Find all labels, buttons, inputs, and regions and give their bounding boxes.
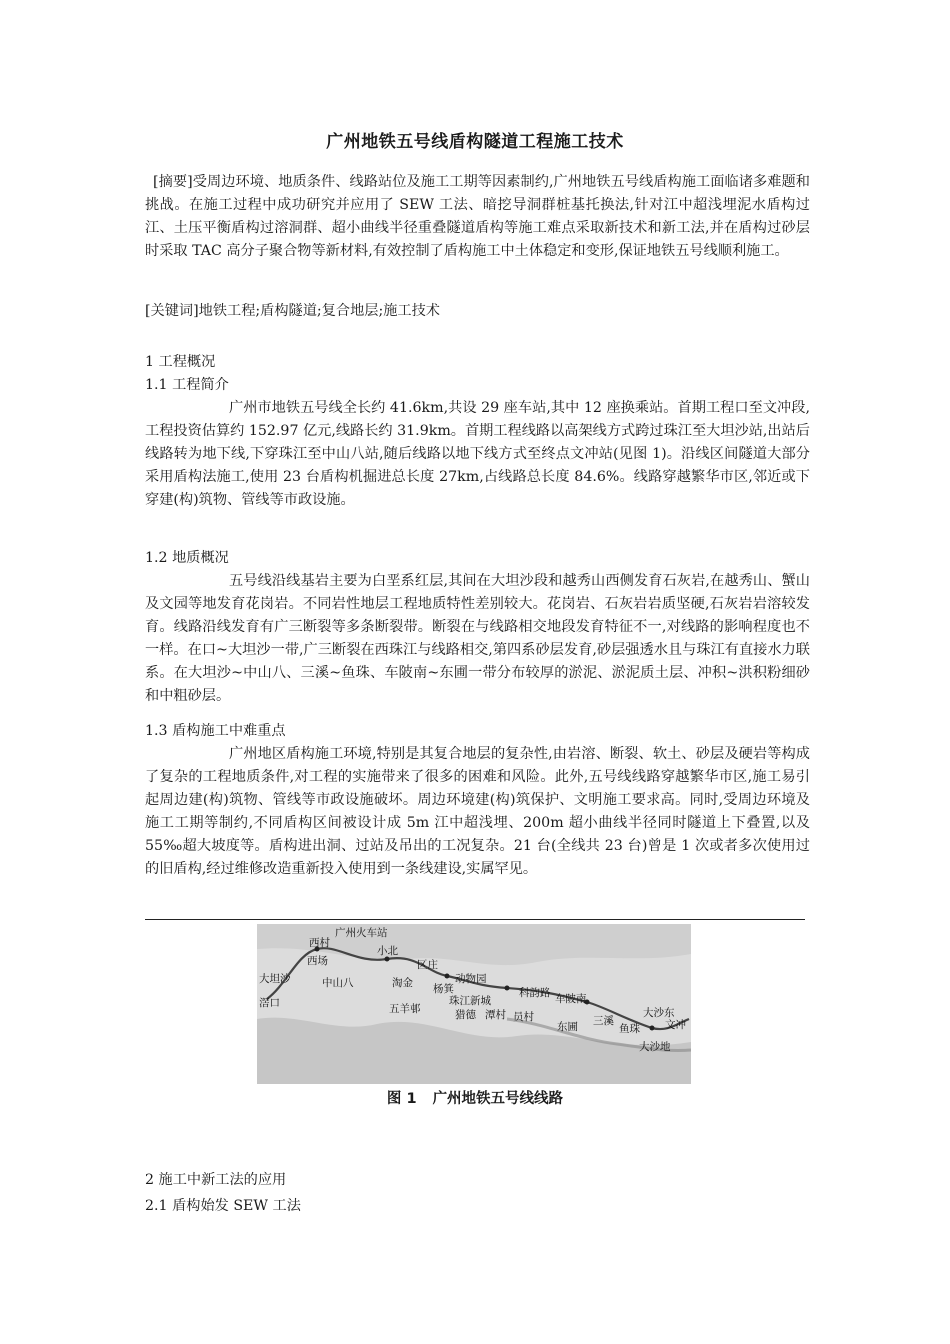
map-label-chebeinan: 车陂南 xyxy=(555,993,587,1005)
map-label-liede: 猎德 xyxy=(455,1009,476,1021)
map-label-taojin: 淘金 xyxy=(392,977,413,989)
section-heading-1-1: 1.1 工程简介 xyxy=(145,377,229,393)
section-heading-2-1: 2.1 盾构始发 SEW 工法 xyxy=(145,1198,301,1214)
map-label-dongzhuang: 区庄 xyxy=(417,959,438,971)
station-dot xyxy=(445,974,450,979)
map-label-tancun: 潭村 xyxy=(485,1009,506,1021)
map-label-zhujiangxincheng: 珠江新城 xyxy=(449,995,491,1007)
map-label-dongpu: 东圃 xyxy=(557,1021,578,1033)
map-label-wenchong: 文冲 xyxy=(665,1019,686,1031)
map-label-xicun: 西村 xyxy=(309,937,330,949)
map-label-xiaobei: 小北 xyxy=(377,945,398,957)
paragraph-1-3: 广州地区盾构施工环境,特别是其复合地层的复杂性,由岩溶、断裂、软土、砂层及硬岩等构成了复杂的工程地质条件,对工程的实施带来了很多的困难和风险。此外,五号线线路穿越繁华市区,施工易引起周边建(构)筑物、管线等市政设施破坏。周边环境建(构)筑保护、文明施工要求高。同时,受周边环境及施工工期等制约,不同盾构区间被设计成 5m 江中超浅埋、200m 超小曲线半径同时隧道上下叠置,以及 55‰超大坡度等。盾构进出洞、过站及吊出的工况复杂。21 台(全线共 23 台)曾是 1 次或者多次使用过的旧盾构,经过维修改造重新投入使用到一条线建设,实属罕见。 xyxy=(145,746,810,877)
figure-caption-text: 广州地铁五号线线路 xyxy=(432,1091,564,1107)
map-label-sanxi: 三溪 xyxy=(593,1015,614,1027)
route-map-figure xyxy=(257,924,691,1084)
map-label-yangji: 杨箕 xyxy=(433,983,454,995)
paragraph-1-1: 广州市地铁五号线全长约 41.6km,共设 29 座车站,其中 12 座换乘站。首期工程口至文冲段,工程投资估算约 152.97 亿元,线路长约 31.9km。首期工程线路以高架线方式跨过珠江至大坦沙站,出站后线路转为地下线,下穿珠江至中山八站,随后线路以地下线方式至终点文冲站(见图 1)。沿线区间隧道大部分采用盾构法施工,使用 23 台盾构机掘进总长度 27km,占线路总长度 84.6%。线路穿越繁华市区,邻近或下穿建(构)筑物、管线等市政设施。 xyxy=(145,400,810,508)
document-title: 广州地铁五号线盾构隧道工程施工技术 xyxy=(326,132,624,152)
section-heading-1-3: 1.3 盾构施工中难重点 xyxy=(145,723,286,739)
section-heading-1-2: 1.2 地质概况 xyxy=(145,550,229,566)
station-dot xyxy=(385,957,390,962)
map-label-zhongshanba: 中山八 xyxy=(322,977,354,989)
station-dot xyxy=(505,986,510,991)
map-label-yuancun: 员村 xyxy=(513,1011,534,1023)
map-label-dashadong: 大沙东 xyxy=(643,1007,675,1019)
section-heading-1: 1 工程概况 xyxy=(145,354,216,370)
map-label-yuzhu: 鱼珠 xyxy=(619,1023,640,1035)
divider-rule xyxy=(145,919,805,920)
map-label-jiaokou: 滘口 xyxy=(259,997,280,1009)
paragraph-1-2: 五号线沿线基岩主要为白垩系红层,其间在大坦沙段和越秀山西侧发育石灰岩,在越秀山、蟹山及文园等地发育花岗岩。不同岩性地层工程地质特性差别较大。花岗岩、石灰岩岩质坚硬,石灰岩岩溶较发育。线路沿线发育有广三断裂等多条断裂带。断裂在与线路相交地段发育特征不一,对线路的影响程度也不一样。在口~大坦沙一带,广三断裂在西珠江与线路相交,第四系砂层发育,砂层强透水且与珠江有直接水力联系。在大坦沙~中山八、三溪~鱼珠、车陂南~东圃一带分布较厚的淤泥、淤泥质土层、冲积~洪积粉细砂和中粗砂层。 xyxy=(145,573,810,704)
map-label-kecunlu: 科韵路 xyxy=(519,987,551,999)
keywords: [关键词]地铁工程;盾构隧道;复合地层;施工技术 xyxy=(145,303,440,319)
abstract: [摘要]受周边环境、地质条件、线路站位及施工工期等因素制约,广州地铁五号线盾构施工面临诸多难题和挑战。在施工过程中成功研究并应用了 SEW 工法、暗挖导洞群桩基托换法,针对江中超浅埋泥水盾构过江、土压平衡盾构过溶洞群、超小曲线半径重叠隧道盾构等施工难点采取新技术和新工法,并在盾构过砂层时采取 TAC 高分子聚合物等新材料,有效控制了盾构施工中土体稳定和变形,保证地铁五号线顺利施工。 xyxy=(145,174,810,259)
figure-caption xyxy=(0,1087,950,1108)
figure-number: 图 1 xyxy=(386,1091,417,1107)
map-label-dashadi: 大沙地 xyxy=(639,1041,671,1053)
section-heading-2: 2 施工中新工法的应用 xyxy=(145,1172,287,1188)
map-label-dataansha: 大坦沙 xyxy=(259,973,291,985)
map-label-xichang: 西场 xyxy=(307,955,328,967)
map-label-dongwuyuan: 动物园 xyxy=(455,973,487,985)
route-map xyxy=(257,924,691,1084)
map-label-guangzhou-station: 广州火车站 xyxy=(335,927,388,939)
station-dot xyxy=(650,1026,655,1031)
map-label-wuyangcheng: 五羊邨 xyxy=(389,1003,421,1015)
